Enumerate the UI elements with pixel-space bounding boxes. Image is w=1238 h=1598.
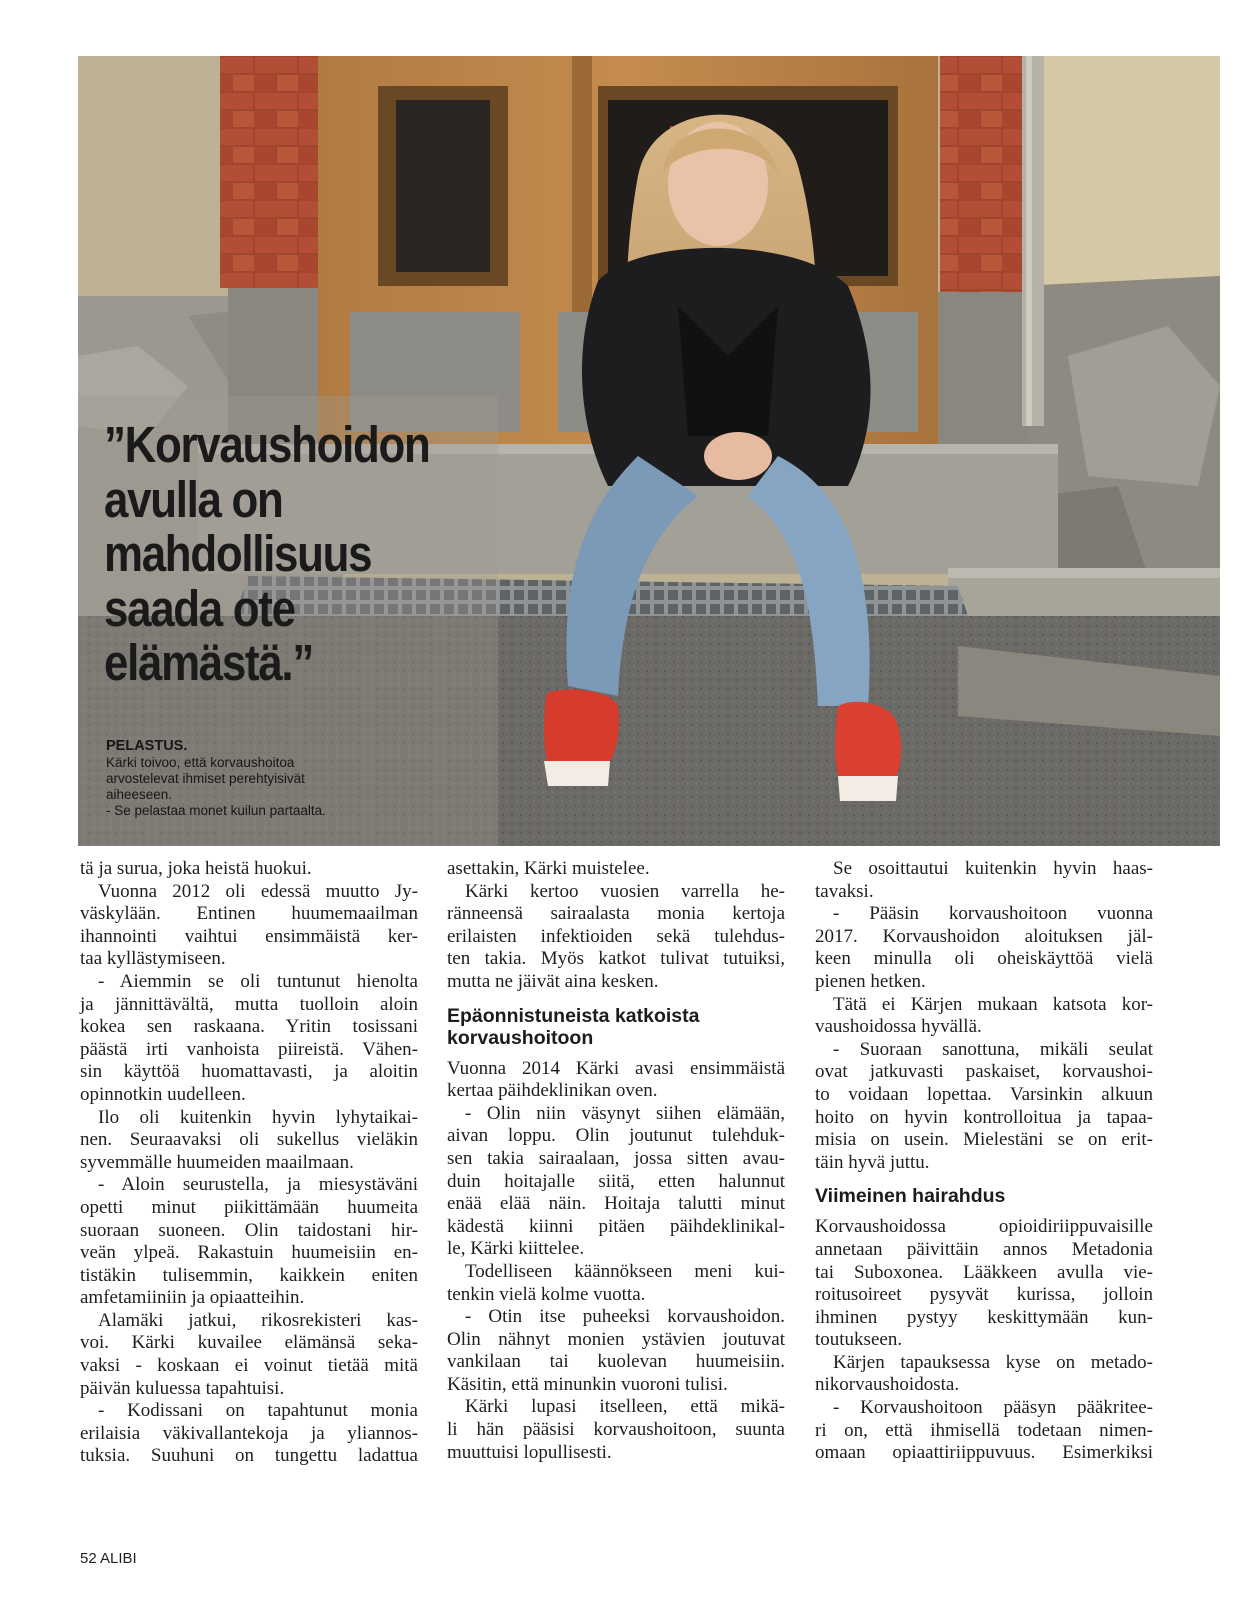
text-line: syvemmälle huumeiden maailmaan. xyxy=(80,1151,354,1173)
caption-heading: PELASTUS. xyxy=(106,738,188,754)
caption-line: - Se pelastaa monet kuilun partaalta. xyxy=(106,803,326,818)
text-line: Kärki lupasi itselleen, että mikä- xyxy=(465,1396,785,1418)
text-line: asettakin, Kärki muistelee. xyxy=(447,858,650,879)
text-line: opetti minut piikittämään huumeita xyxy=(80,1196,418,1218)
text-line: Korvaushoidossa opioidiriippuvaisille xyxy=(815,1216,1153,1238)
text-column-3 xyxy=(815,858,1153,1465)
text-line: vaksi - koskaan ei voinut tietää mitä xyxy=(80,1355,418,1377)
text-line: ränneensä sairaalasta monia kertoja xyxy=(447,903,785,925)
text-line: väskylään. Entinen huumemaailman xyxy=(80,903,418,925)
caption-line: aiheeseen. xyxy=(106,787,173,802)
text-line: kertaa päihdeklinikan oven. xyxy=(447,1080,658,1102)
text-line: duin hoitajalle siitä, etten halunnut xyxy=(447,1170,785,1192)
section-heading: Viimeinen hairahdus xyxy=(815,1185,1006,1208)
text-line: tistäkin tulisemmin, kaikkein eniten xyxy=(80,1264,418,1286)
text-line: Vuonna 2014 Kärki avasi ensimmäistä xyxy=(447,1057,785,1079)
text-line: sen takia sairaalaan, jossa sitten avau- xyxy=(447,1147,785,1169)
text-line: voi. Kärki kuvailee elämänsä seka- xyxy=(80,1332,418,1354)
text-line: kokea sen raskaana. Yritin tosissani xyxy=(80,1016,418,1038)
text-line: suoraan suoneen. Olin taidostani hir- xyxy=(80,1219,418,1241)
text-line: - Kodissani on tapahtunut monia xyxy=(98,1400,418,1422)
text-line: erilaisten infektioiden sekä tulehdus- xyxy=(447,925,785,947)
text-line: 2017. Korvaushoidon aloituksen jäl- xyxy=(815,925,1153,947)
text-line: - Aiemmin se oli tuntunut hienolta xyxy=(98,970,418,992)
text-line: tai Suboxonea. Lääkkeen avulla vie- xyxy=(815,1261,1153,1283)
text-line: veän ylpeä. Rakastuin huumeisiin en- xyxy=(80,1242,418,1264)
text-line: - Otin itse puheeksi korvaushoidon. xyxy=(465,1306,785,1328)
caption-line: arvostelevat ihmiset perehtyisivät xyxy=(106,771,305,786)
text-line: ten takia. Myös katkot tulivat tutuiksi, xyxy=(447,948,785,970)
text-line: Alamäki jatkui, rikosrekisteri kas- xyxy=(98,1309,418,1331)
text-line: to voidaan lopettaa. Varsinkin alkuun xyxy=(815,1083,1153,1105)
text-line: ihminen pystyy keskittymään kun- xyxy=(815,1306,1153,1328)
text-line: ovat jatkuvasti paskaiset, korvaushoi- xyxy=(815,1061,1153,1083)
article-photo xyxy=(78,56,1220,846)
photo-caption xyxy=(106,738,426,819)
text-line: ja jännittävältä, mutta tuolloin aloin xyxy=(80,993,418,1015)
text-line: Kärjen tapauksessa kyse on metado- xyxy=(833,1351,1153,1373)
text-line: tavaksi. xyxy=(815,880,874,902)
text-line: taa kyllästymiseen. xyxy=(80,948,226,970)
section-heading: Epäonnistuneista katkoista korvaushoitoon xyxy=(447,1004,700,1049)
caption-line: Kärki toivoo, että korvaushoitoa xyxy=(106,755,295,770)
text-line: Olin nähnyt monien ystävien joutuvat xyxy=(447,1328,785,1350)
text-line: annetaan päivittäin annos Metadonia xyxy=(815,1238,1153,1260)
text-line: mutta ne jäivät aina kesken. xyxy=(447,970,659,992)
text-line: pienen hetken. xyxy=(815,970,926,992)
text-line: omaan opiaattiriippuvuus. Esimerkiksi xyxy=(815,1442,1153,1464)
text-line: täin hyvä juttu. xyxy=(815,1151,930,1173)
text-line: Se osoittautui kuitenkin hyvin haas- xyxy=(833,858,1153,879)
text-line: päästä irti vanhoista piireistä. Vähen- xyxy=(80,1038,418,1060)
text-line: opinnotkin uudelleen. xyxy=(80,1083,246,1105)
text-line: Vuonna 2012 oli edessä muutto Jy- xyxy=(98,880,418,902)
text-line: hoito on hyvin kontrolloitua ja tapaa- xyxy=(815,1106,1153,1128)
text-line: Todelliseen käännökseen meni kui- xyxy=(465,1260,785,1282)
text-line: aivan loppu. Olin joutunut tulehduk- xyxy=(447,1125,785,1147)
text-line: misia on usein. Mielestäni se on erit- xyxy=(815,1129,1153,1151)
text-line: kädestä kiinni pitäen päihdeklinikal- xyxy=(447,1215,785,1237)
text-line: Ilo oli kuitenkin hyvin lyhytaikai- xyxy=(98,1106,418,1128)
text-line: tenkin vielä kolme vuotta. xyxy=(447,1283,646,1305)
text-line: roitusoireet pysyvät kurissa, jolloin xyxy=(815,1284,1153,1306)
text-line: Tätä ei Kärjen mukaan katsota kor- xyxy=(833,993,1153,1015)
text-line: ihannointi vaihtui ensimmäistä ker- xyxy=(80,925,418,947)
text-line: enää elää näin. Hoitaja talutti minut xyxy=(447,1193,785,1215)
text-line: ri on, että ihmisellä todetaan nimen- xyxy=(815,1419,1153,1441)
text-line: nen. Seuraavaksi oli sukellus vieläkin xyxy=(80,1129,418,1151)
pull-quote: ”Korvaushoidon avulla on mahdollisuus saada ote elämästä.” xyxy=(104,416,430,692)
text-line: vaushoidossa hyvällä. xyxy=(815,1016,982,1038)
text-line: - Olin niin väsynyt siihen elämään, xyxy=(465,1102,785,1124)
text-line: tuksia. Suuhuni on tungettu ladattua xyxy=(80,1445,418,1467)
text-line: - Suoraan sanottuna, mikäli seulat xyxy=(833,1038,1153,1060)
text-line: toutukseen. xyxy=(815,1329,903,1351)
text-line: keen minulla oli oheiskäyttöä vielä xyxy=(815,948,1153,970)
text-column-2 xyxy=(447,858,785,1464)
text-line: - Aloin seurustella, ja miesystäväni xyxy=(98,1174,418,1196)
text-line: - Pääsin korvaushoitoon vuonna xyxy=(833,903,1153,925)
text-line: sin käyttöä huomattavasti, ja aloitin xyxy=(80,1061,418,1083)
text-line: nikorvaushoidosta. xyxy=(815,1374,960,1396)
text-line: päivän kuluessa tapahtuisi. xyxy=(80,1377,285,1399)
text-line: erilaisia väkivallantekoja ja yliannos- xyxy=(80,1422,418,1444)
text-line: tä ja surua, joka heistä huokui. xyxy=(80,858,312,879)
text-line: le, Kärki kiittelee. xyxy=(447,1238,585,1260)
text-column-1 xyxy=(80,858,418,1468)
text-line: vankilaan tai kuolevan huumeisiin. xyxy=(447,1351,785,1373)
text-line: li hän pääsisi korvaushoitoon, suunta xyxy=(447,1419,785,1441)
text-line: Kärki kertoo vuosien varrella he- xyxy=(465,880,785,902)
page-folio: 52 ALIBI xyxy=(80,1550,137,1567)
text-line: amfetamiiniin ja opiaatteihin. xyxy=(80,1287,305,1309)
text-line: muuttuisi lopullisesti. xyxy=(447,1441,612,1463)
text-line: - Korvaushoitoon pääsyn pääkritee- xyxy=(833,1397,1153,1419)
text-line: Käsitin, että minunkin vuoroni tulisi. xyxy=(447,1373,728,1395)
